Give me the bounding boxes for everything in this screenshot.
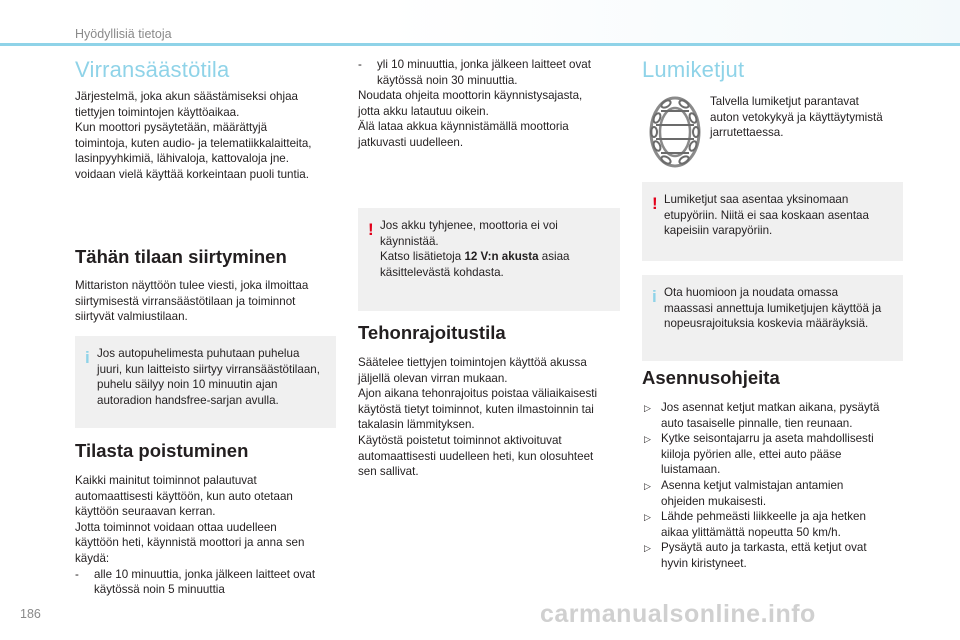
bullet-triangle-icon: ▷ [644, 480, 651, 491]
page-number: 186 [20, 607, 41, 621]
page-header [0, 0, 960, 46]
exiting-mode-text: Kaikki mainitut toiminnot palautuvat automaattisesti käyttöön, kun auto otetaan käyttöön seuraavan kerran. Jotta toiminnot voidaan ottaa uudelleen käyttöön heti, käynnistä moottori ja anna sen käydä: - alle 10 minuuttia, jonka jälkeen laitteet ovat käytössä noin 5 minuuttia [75, 473, 345, 598]
warning-icon: ! [368, 220, 374, 239]
heading-power-limit-mode: Tehonrajoitustila [358, 322, 506, 343]
bullet-triangle-icon: ▷ [644, 512, 651, 523]
list-item: ▷ Asenna ketjut valmistajan antamien ohjeiden mukaisesti. [644, 478, 844, 508]
intro-text: Järjestelmä, joka akun säästämiseksi ohjaa tiettyjen toimintojen käyttöaikaa. Kun moottori pysäytetään, määrättyjä toimintoja, kuten audio- ja telematiikkalaitteita, lasinpyyhkimiä, lähivaloja, kattovaloja jne. voidaan vielä käyttää korkeintaan puoli tuntia. [75, 90, 312, 181]
snow-chains-intro: Talvella lumiketjut parantavat auton vetokykyä ja käyttäytymistä jarrutettaessa. [710, 95, 883, 140]
section-label: Hyödyllisiä tietoja [75, 27, 172, 41]
column-2-continued-text: - yli 10 minuuttia, jonka jälkeen laitteet ovat käytössä noin 30 minuuttia. Noudata ohjeita moottorin käynnistysajasta, jotta akku latautuu oikein. Älä lataa akkua käynnistämällä moottoria jatkuvasti uudelleen. [358, 57, 628, 151]
title-power-saving: Virransäästötila [75, 57, 230, 82]
installation-list [642, 400, 912, 572]
heading-entering-mode: Tähän tilaan siirtyminen [75, 246, 287, 267]
warning-note-front-wheels: ! Lumiketjut saa asentaa yksinomaan etupyöriin. Niitä ei saa koskaan asentaa kapeisiin varapyöriin. [642, 182, 903, 261]
battery-reference-link[interactable]: 12 V:n akusta [464, 250, 539, 264]
list-item: - alle 10 minuuttia, jonka jälkeen laitteet ovat käytössä noin 5 minuuttia [75, 567, 316, 597]
bullet-triangle-icon: ▷ [644, 434, 651, 445]
heading-exiting-mode: Tilasta poistuminen [75, 440, 249, 461]
heading-installation: Asennusohjeita [642, 367, 780, 388]
info-icon: i [652, 287, 657, 306]
info-note-phone-call: i Jos autopuhelimesta puhutaan puhelua juuri, kun laitteisto siirtyy virransäästötilaan, puhelu säilyy noin 10 minuutin ajan autoradion handsfree-sarjan avulla. [75, 336, 336, 428]
watermark: carmanualsonline.info [540, 600, 816, 628]
bullet-triangle-icon: ▷ [644, 543, 651, 554]
warning-icon: ! [652, 194, 658, 213]
list-item: - yli 10 minuuttia, jonka jälkeen laitteet ovat käytössä noin 30 minuuttia. [358, 58, 591, 87]
info-icon: i [85, 348, 90, 367]
list-item: ▷ Jos asennat ketjut matkan aikana, pysäytä auto tasaiselle pinnalle, tien reunaan. [644, 401, 880, 430]
warning-note-battery: ! Jos akku tyhjenee, moottoria ei voi käynnistää. Katso lisätietoja 12 V:n akusta asiaa käsittelevästä kohdasta. [358, 208, 620, 311]
list-item: ▷ Lähde pehmeästi liikkeelle ja aja hetken aikaa ylittämättä nopeutta 50 km/h. [644, 510, 866, 539]
power-limit-text: Säätelee tiettyjen toimintojen käyttöä akussa jäljellä olevan virran mukaan. Ajon aikana tehonrajoitus poistaa väliaikaisesti käytöstä tietyt toiminnot, kuten ilmastoinnin tai takalasin lämmityksen. Käytöstä poistetut toiminnot aktivoituvat automaattisesti uudelleen heti, kun olosuhteet sen sallivat. [358, 356, 598, 479]
snow-chain-icon [647, 94, 703, 170]
entering-mode-text: Mittariston näyttöön tulee viesti, joka ilmoittaa siirtymisestä virransäästötilaan ja toiminnot siirtyvät valmiustilaan. [75, 279, 309, 324]
info-note-regulations: i Ota huomioon ja noudata omassa maassasi annettuja lumiketjujen käyttöä ja nopeusrajoituksia koskevia määräyksiä. [642, 275, 903, 361]
bullet-triangle-icon: ▷ [644, 403, 651, 413]
title-snow-chains: Lumiketjut [642, 57, 745, 82]
list-item: ▷ Kytke seisontajarru ja aseta mahdollisesti kiiloja pyörien alle, ettei auto pääse luistamaan. [644, 432, 874, 477]
header-accent-line [0, 43, 960, 46]
list-item: ▷ Pysäytä auto ja tarkasta, että ketjut ovat hyvin kiristyneet. [644, 541, 867, 570]
